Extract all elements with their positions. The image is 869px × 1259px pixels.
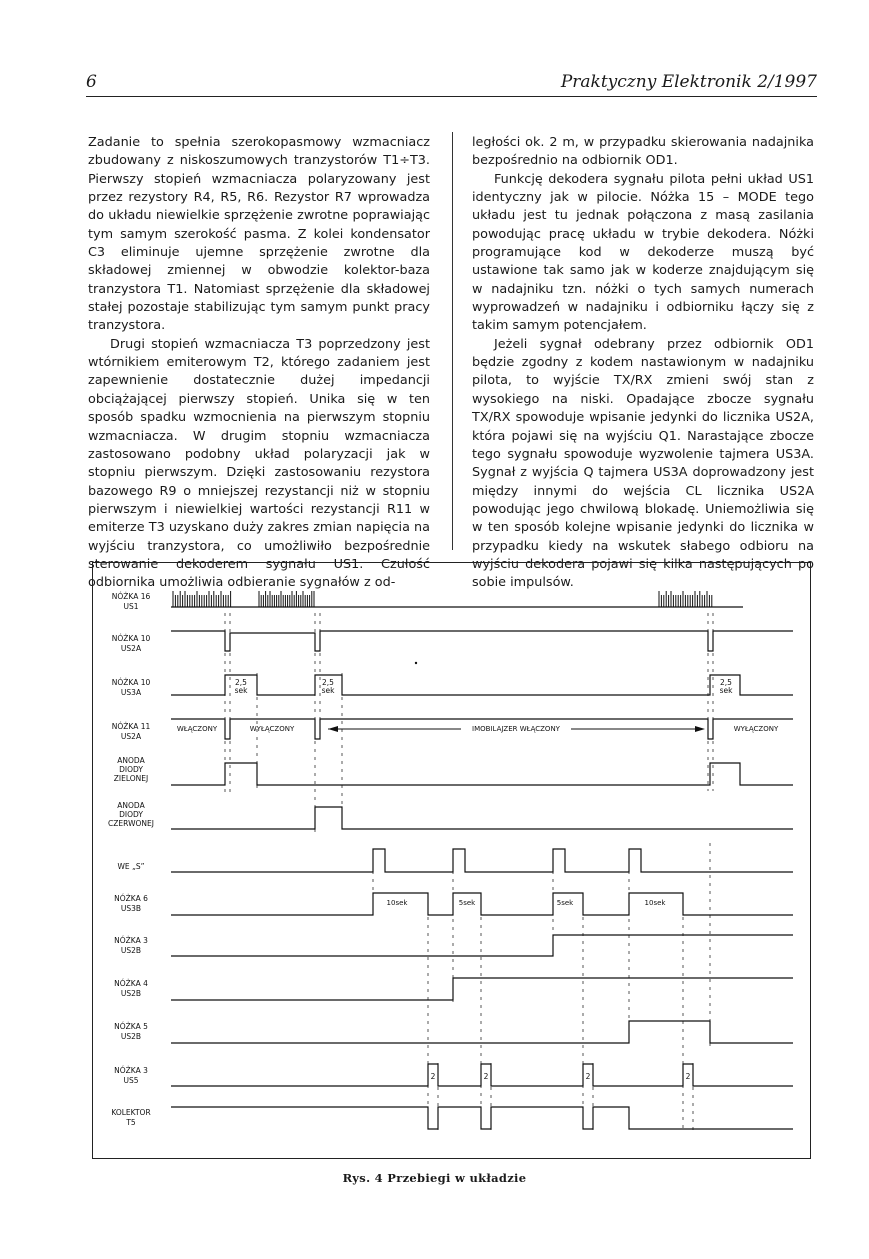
svg-text:US3B [121, 904, 141, 913]
svg-text:ZIELONEJ [114, 774, 148, 783]
svg-text:US2B [121, 989, 141, 998]
waveform-red-led-anode [171, 807, 793, 829]
signal-label-line: CZERWONEJ [108, 819, 154, 828]
svg-text:US1 [123, 602, 138, 611]
svg-text:NÓŻKA 3 [114, 936, 148, 945]
column-divider [452, 132, 453, 550]
signal-label-line: NÓŻKA 5 [114, 1022, 148, 1031]
immobilizer-label: IMOBILAJZER WŁĄCZONY [472, 725, 560, 733]
signal-label-line: US3A [120, 688, 142, 697]
signal-label-line: DIODY [119, 810, 143, 819]
pulse-unit-label: sek [234, 686, 248, 695]
svg-text:CZERWONEJ [108, 819, 154, 828]
signal-label-line: NÓŻKA 16 [111, 592, 151, 601]
waveform-us1-pin16 [171, 591, 743, 607]
svg-text:NÓŻKA 5 [114, 1022, 148, 1031]
svg-text:NÓŻKA 10 [112, 678, 151, 687]
waveform-us2a-pin10 [171, 631, 793, 651]
signal-label-line: ZIELONEJ [113, 774, 149, 783]
pulse-label: 2 [483, 1072, 489, 1081]
paragraph: Funkcję dekodera sygnału pilota pełni układ US1 identyczny jak w pilocie. Nóżka 15 – MODE tego układu jest tu jednak połączona z masą zasilania powodując pracę układu w trybie dekodera. Nóżki programujące kod w dekoderze muszą być ustawione tak samo jak w koderze znajdującym się w nadajniku tzn. nóżki o tych samych numerach wyprowadzeń w nadajniku i odbiorniku łączy się z takim samym potencjałem. [472, 171, 814, 334]
signal-label-line: NÓŻKA 3 [114, 1066, 148, 1075]
stray-dot [415, 662, 417, 664]
state-label: WŁĄCZONY [176, 725, 218, 733]
waveform-us5-pin3 [171, 1064, 793, 1086]
timing-diagram-figure [92, 562, 811, 1159]
state-label: WYŁĄCZONY [733, 725, 779, 733]
us3a-pulse-labels [235, 678, 734, 695]
svg-text:US5 [123, 1076, 138, 1085]
page-number: 6 [86, 72, 97, 92]
pulse-label: 2 [585, 1072, 591, 1081]
signal-labels [108, 592, 154, 1127]
timing-label: 5sek [556, 899, 574, 907]
signal-label-line: NÓŻKA 10 [111, 678, 151, 687]
paragraph: Jeżeli sygnał odebrany przez odbiornik OD1 będzie zgodny z kodem nastawionym w nadajniku pilota, to wyjście TX/RX zmieni swój stan z wysokiego na niski. Opadające zbocze sygnału TX/RX spowoduje wpisanie jedynki do licznika US2A, która pojawi się na wyjściu Q1. Narastające zbocze tego sygnału spowoduje wyzwolenie tajmera US3A. Sygnał z wyjścia Q tajmera US3A doprowadzony jest między innymi do wejścia CL licznika US2A powodując jego chwilową blokadę. Uniemożliwia się w ten sposób kolejne wpisanie jedynki do licznika w przypadku kiedy na wskutek słabego odbioru na wyjściu dekodera pojawi się kilka następujących po sobie impulsów. [472, 336, 814, 591]
pulse-label: 2 [430, 1072, 436, 1081]
signal-label-line: US5 [123, 1076, 139, 1085]
waveform-input-s [171, 849, 793, 872]
svg-text:NÓŻKA 11 [112, 722, 151, 731]
svg-text:ANODA [117, 756, 145, 765]
svg-text:NÓŻKA 6 [114, 894, 148, 903]
svg-text:US2A [121, 644, 142, 653]
pulse-unit-label: sek [719, 686, 733, 695]
waveform-us3a-pin10 [171, 675, 793, 695]
signal-label-line: US3B [120, 904, 142, 913]
signal-label-line: DIODY [119, 765, 143, 774]
pulse-unit-label: sek [321, 686, 335, 695]
svg-text:NÓŻKA 10 [112, 634, 151, 643]
signal-label-line: ANODA [117, 756, 145, 765]
pulse-duration-label: 2,5 [235, 678, 247, 687]
running-title: Praktyczny Elektronik 2/1997 [560, 72, 817, 92]
signal-label-line: US1 [123, 602, 139, 611]
signal-label-line: NÓŻKA 11 [111, 722, 151, 731]
waveform-us3b-pin6 [171, 893, 793, 915]
figure-caption: Rys. 4 Przebiegi w układzie [342, 1171, 527, 1185]
svg-text:US2B [121, 946, 141, 955]
header-rule [86, 96, 817, 97]
waveform-us2b-pin3 [171, 935, 793, 956]
signal-label-line: NÓŻKA 3 [114, 936, 148, 945]
waveform-green-led-anode [171, 763, 793, 785]
paragraph: Drugi stopień wzmacniacza T3 poprzedzony jest wtórnikiem emiterowym T2, którego zadaniem jest zapewnienie dostatecznie dużej impedancji obciążającej pierwszy stopień. Unika się w ten sposób spadku wzmocnienia na pierwszym stopniu wzmacniacza. W drugim stopniu wzmacniacza zastosowano podobny układ polaryzacji jak w stopniu pierwszym. Dzięki zastosowaniu rezystora bazowego R9 o mniejszej rezystancji niż w stopniu pierwszym i niewielkiej wartości rezystancji R11 w emiterze T3 uzyskano duży zakres zmian napięcia na wyjściu tranzystora, co umożliwiło bezpośrednie sterowanie dekoderem sygnału US1. Czułość odbiornika umożliwia odbieranie sygnałów z od- [88, 336, 430, 591]
state-label: WYŁĄCZONY [249, 725, 295, 733]
waveform-us2b-pin5 [171, 1021, 793, 1043]
svg-text:T5 [125, 1118, 136, 1127]
svg-text:WE „S” [117, 862, 144, 871]
signal-label-line: US2A [120, 644, 142, 653]
svg-text:DIODY [119, 810, 143, 819]
signal-label-line: T5 [126, 1118, 136, 1127]
article-right-column [472, 134, 814, 593]
svg-text:US3A [121, 688, 142, 697]
us5-pulse-labels [431, 1072, 691, 1081]
signal-label-line: WE „S” [117, 862, 145, 871]
signal-label-line: US2B [120, 989, 142, 998]
signal-label-line: US2B [120, 946, 142, 955]
signal-label-line: NÓŻKA 10 [111, 634, 151, 643]
signal-label-line: US2A [120, 732, 142, 741]
svg-text:US2A [121, 732, 142, 741]
svg-text:US2B [121, 1032, 141, 1041]
article-left-column [88, 134, 430, 593]
signal-label-line: ANODA [117, 801, 145, 810]
waveform-us2b-pin4 [171, 978, 793, 1000]
signal-label-line: NÓŻKA 6 [114, 894, 148, 903]
pulse-duration-label: 2,5 [720, 678, 732, 687]
paragraph: ległości ok. 2 m, w przypadku skierowania nadajnika bezpośrednio na odbiornik OD1. [472, 135, 814, 169]
pulse-duration-label: 2,5 [322, 678, 334, 687]
waveform-t5-collector [171, 1107, 793, 1129]
timing-label: 10sek [386, 899, 408, 907]
pulse-label: 2 [685, 1072, 691, 1081]
svg-text:ANODA [117, 801, 145, 810]
svg-text:NÓŻKA 16 [112, 592, 151, 601]
timing-guides [225, 613, 713, 1133]
signal-label-line: NÓŻKA 4 [114, 979, 148, 988]
signal-label-line: KOLEKTOR [111, 1108, 151, 1117]
paragraph: Zadanie to spełnia szerokopasmowy wzmacniacz zbudowany z niskoszumowych tranzystorów T1÷T3. Pierwszy stopień wzmacniacza polaryzowany jest przez rezystory R4, R5, R6. Rezystor R7 wprowadza do układu niewielkie sprzężenie zwrotne poprawiając tym samym szerokość pasma. Z kolei kondensator C3 eliminuje ujemne sprzężenie zwrotne dla składowej zmiennej w obwodzie kolektor-baza tranzystora T1. Natomiast sprzężenie dla składowej stałej pozostaje stabilizując tym samym punkt pracy tranzystora. [88, 135, 430, 334]
svg-text:DIODY [119, 765, 143, 774]
svg-text:NÓŻKA 3 [114, 1066, 148, 1075]
timing-diagram [93, 563, 810, 1158]
timing-label: 10sek [644, 899, 666, 907]
timing-label: 5sek [458, 899, 476, 907]
svg-text:NÓŻKA 4 [114, 979, 148, 988]
svg-text:KOLEKTOR [111, 1108, 150, 1117]
signal-label-line: US2B [120, 1032, 142, 1041]
